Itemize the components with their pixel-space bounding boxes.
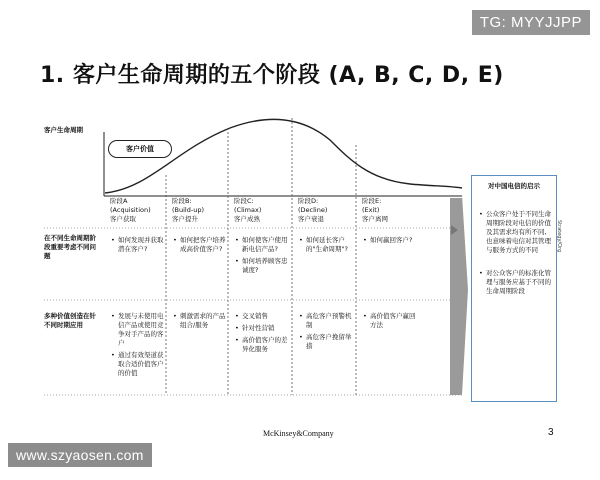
stage-en: (Build-up) — [172, 206, 204, 214]
stage-zh: 客户衰退 — [298, 215, 324, 223]
list-item: • 针对性营销 — [242, 324, 290, 333]
top-watermark: TG: MYYJJPP — [472, 10, 590, 35]
curve-label: 客户生命周期 — [44, 126, 83, 134]
implications-panel — [471, 175, 557, 402]
stage-a-header — [110, 197, 172, 224]
list-item: • 如何赢回客户? — [370, 236, 418, 245]
stage-b-header — [172, 197, 234, 224]
arrow-shape — [450, 195, 468, 395]
list-item: • 如何使客户使用新电信产品? — [242, 236, 290, 254]
row-label-issues: 在不同生命周期阶段重要考虑不同问题 — [44, 234, 96, 260]
list-item: • 高价值客户赢回方法 — [370, 312, 418, 330]
implications-body — [478, 210, 552, 310]
list-item: • 交叉销售 — [242, 312, 290, 321]
row1-cell-b — [172, 236, 228, 257]
row2-cell-c — [234, 312, 290, 357]
stage-en: (Decline) — [298, 206, 328, 214]
list-item: • 如何发现并获取潜在客户? — [118, 236, 166, 254]
row2-cell-d — [298, 312, 354, 354]
stage-en: (Climax) — [234, 206, 262, 214]
stage-zh: 客户离网 — [362, 215, 388, 223]
bottom-watermark: www.szyaosen.com — [8, 443, 152, 467]
page-title: 1. 客户生命周期的五个阶段 (A, B, C, D, E) — [40, 63, 504, 88]
row2-cell-a — [110, 312, 166, 381]
footer-brand: McKinsey&Company — [263, 429, 334, 438]
stage-zh: 客户成熟 — [234, 215, 260, 223]
list-item: • 发展与未使用电信产品或使用竞争对手产品的客户 — [118, 312, 166, 348]
stage-d-header — [298, 197, 360, 224]
row-label-value-creation: 多种价值创造在针不同时期应用 — [44, 312, 96, 329]
list-item: • 如何培养顾客忠诚度? — [242, 257, 290, 275]
row1-cell-d — [298, 236, 354, 257]
stage-code: 阶段B: — [172, 197, 192, 205]
list-item: • 如何延长客户的"生命周期"? — [306, 236, 354, 254]
page-number: 3 — [548, 427, 554, 438]
stage-e-header — [362, 197, 424, 224]
stage-code: 阶段A — [110, 197, 128, 205]
list-item: • 对公众客户的标准化管理与服务应基于不同的生命周期阶段 — [486, 269, 552, 296]
list-item: • 高价值客户的差异化服务 — [242, 336, 290, 354]
row1-cell-a — [110, 236, 166, 257]
list-item: • 公众客户处于不同生命周期阶段对电信的价值及其需求均有所不同,也意味着电信对其管理与服务方式的不同 — [486, 210, 552, 255]
row2-cell-b — [172, 312, 228, 333]
stage-en: (Exit) — [362, 206, 380, 214]
list-item: • 高危客户预警机制 — [306, 312, 354, 330]
stage-zh: 客户获取 — [110, 215, 136, 223]
stage-en: (Acquisition) — [110, 206, 151, 214]
customer-value-pill: 客户价值 — [108, 140, 172, 158]
row1-cell-e — [362, 236, 418, 248]
stage-code: 阶段C: — [234, 197, 254, 205]
stage-code: 阶段E: — [362, 197, 382, 205]
stage-code: 阶段D: — [298, 197, 319, 205]
list-item: • 刺激需求的产品组合/服务 — [180, 312, 228, 330]
stage-zh: 客户提升 — [172, 215, 198, 223]
stage-c-header — [234, 197, 296, 224]
implications-title: 对中国电信的启示 — [488, 182, 540, 190]
list-item: • 如何把客户培养成高价值客户? — [180, 236, 228, 254]
side-note: Strategy/Org — [556, 220, 562, 253]
list-item: • 高危客户挽留举措 — [306, 333, 354, 351]
row1-cell-c — [234, 236, 290, 278]
list-item: • 通过有效渠道获取合适价值客户的价值 — [118, 351, 166, 378]
row2-cell-e — [362, 312, 418, 333]
